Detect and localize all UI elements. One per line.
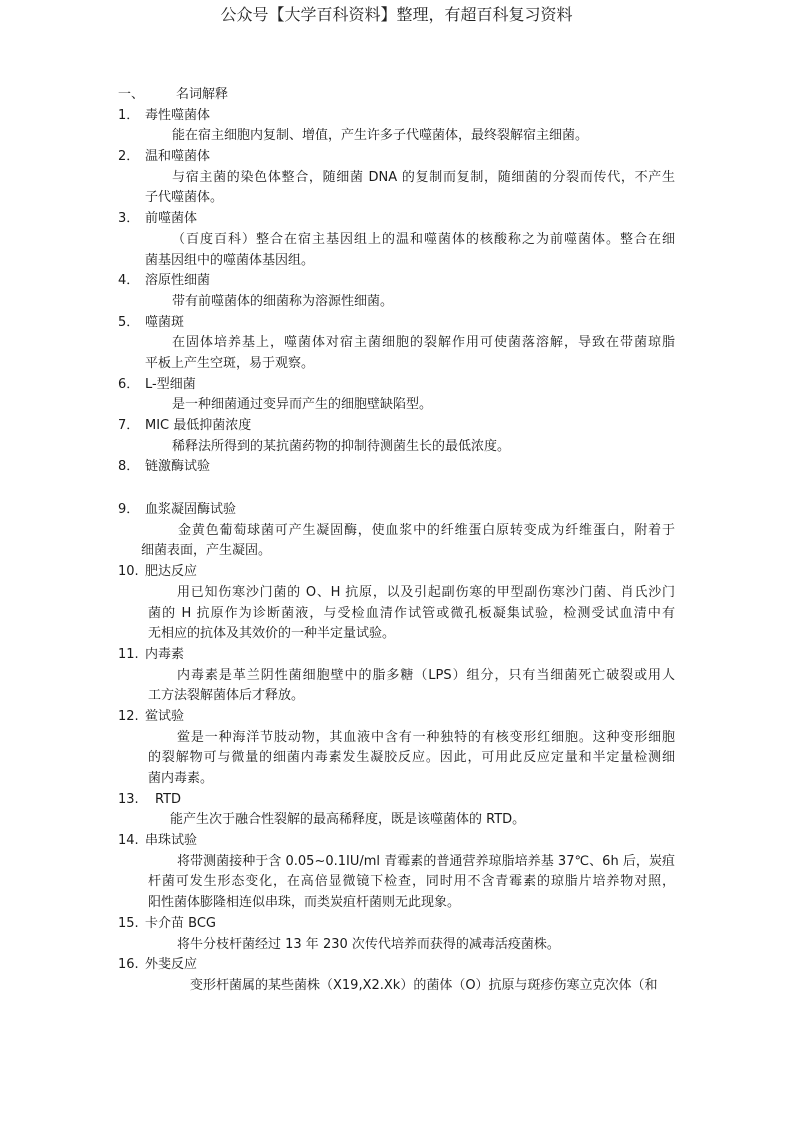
term-number: 7． xyxy=(118,418,140,433)
term-definition-line: 带有前噬菌体的细菌称为溶源性细菌。 xyxy=(172,293,394,309)
term-title xyxy=(118,313,678,334)
term-definition-line: 菌基因组中的噬菌体基因组。 xyxy=(145,252,315,268)
term-definition-line: 金黄色葡萄球菌可产生凝固酶，使血浆中的纤维蛋白原转变成为纤维蛋白，附着于 xyxy=(178,522,675,538)
term-definition-line: 稀释法所得到的某抗菌药物的抑制待测菌生长的最低浓度。 xyxy=(172,438,511,454)
term-name: 内毒素 xyxy=(145,646,185,662)
term-title xyxy=(118,645,678,666)
blank-space xyxy=(118,478,678,500)
term-title xyxy=(118,147,678,168)
term-definition-line: 用已知伤寒沙门菌的 O、H 抗原，以及引起副伤寒的甲型副伤寒沙门菌、肖氏沙门 xyxy=(177,584,675,600)
term-name: 温和噬菌体 xyxy=(145,149,211,165)
term-definition-line: 菌的 H 抗原作为诊断菌液，与受检血清作试管或微孔板凝集试验，检测受试血清中有 xyxy=(148,605,675,621)
document-body xyxy=(118,85,678,997)
term-name: 外斐反应 xyxy=(145,957,198,973)
term-name: 卡介苗 BCG xyxy=(145,915,216,931)
term-definition-line: 阳性菌体膨隆相连似串珠，而类炭疽杆菌则无此现象。 xyxy=(148,895,461,911)
term-number: 15. xyxy=(118,915,139,931)
term-number: 5． xyxy=(118,314,140,330)
term-title xyxy=(118,375,678,396)
term-title xyxy=(118,707,678,728)
term-definition-line: 菌内毒素。 xyxy=(148,771,214,786)
term-name: 血浆凝固酶试验 xyxy=(145,502,237,518)
term-number: 10. xyxy=(118,564,139,580)
term-definition-line: 平板上产生空斑，易于观察。 xyxy=(145,355,315,371)
section-number: 一、 xyxy=(118,87,145,102)
term-definition-line: （百度百科）整合在宿主基因组上的温和噬菌体的核酸称之为前噬菌体。整合在细 xyxy=(172,231,675,247)
term-title xyxy=(118,416,678,437)
term-definition-line: 在固体培养基上，噬菌体对宿主菌细胞的裂解作用可使菌落溶解，导致在带菌琼脂 xyxy=(172,335,675,351)
term-definition-line: 与宿主菌的染色体整合，随细菌 DNA 的复制而复制，随细菌的分裂而传代，不产生 xyxy=(172,169,675,185)
term-name: 前噬菌体 xyxy=(145,211,198,227)
section-heading xyxy=(118,85,678,106)
term-name: 毒性噬菌体 xyxy=(145,107,211,123)
section-title: 名词解释 xyxy=(176,87,229,102)
term-definition-line: 变形杆菌属的某些菌株（X19,X2.Xk）的菌体（O）抗原与斑疹伤寒立克次体（和 xyxy=(190,977,658,993)
term-number: 3． xyxy=(118,211,140,227)
term-name: 肥达反应 xyxy=(145,564,198,580)
term-number: 4． xyxy=(118,273,140,289)
term-number: 14. xyxy=(118,833,139,849)
term-number: 8． xyxy=(118,459,140,475)
term-title xyxy=(118,106,678,127)
term-number: 11. xyxy=(118,646,139,662)
term-definition-line: 的裂解物可与微量的细菌内毒素发生凝胶反应。因此，可用此反应定量和半定量检测细 xyxy=(148,750,675,766)
term-definition-line: 细菌表面，产生凝固。 xyxy=(141,543,272,559)
term-number: 9． xyxy=(118,502,140,518)
term-number: 2． xyxy=(118,149,140,165)
term-definition-line: 将牛分枝杆菌经过 13 年 230 次传代培养而获得的减毒活疫菌株。 xyxy=(177,936,560,952)
term-number: 1． xyxy=(118,107,140,123)
term-title xyxy=(118,790,678,811)
term-definition-line: 能产生次于融合性裂解的最高稀释度，既是该噬菌体的 RTD。 xyxy=(170,812,526,828)
term-number: 6． xyxy=(118,376,140,392)
term-title xyxy=(118,271,678,292)
term-definition-line: 杆菌可发生形态变化，在高倍显微镜下检查，同时用不含青霉素的琼脂片培养物对照， xyxy=(148,874,675,890)
term-title xyxy=(118,562,678,583)
term-name: 链激酶试验 xyxy=(145,459,211,475)
page-header: 公众号【大学百科资料】整理，有超百科复习资料 xyxy=(220,5,573,24)
term-definition-line: 是一种细菌通过变异而产生的细胞壁缺陷型。 xyxy=(172,397,433,413)
term-name: 鲎试验 xyxy=(145,708,185,724)
term-definition-line: 子代噬菌体。 xyxy=(145,190,224,206)
term-number: 16. xyxy=(118,957,139,973)
term-definition-line: 鲎是一种海洋节肢动物，其血液中含有一种独特的有核变形红细胞。这种变形细胞 xyxy=(177,729,675,745)
term-name: L-型细菌 xyxy=(145,376,196,392)
term-definition-line: 工方法裂解菌体后才释放。 xyxy=(148,688,305,704)
term-definition-line: 能在宿主细胞内复制、增值，产生许多子代噬菌体，最终裂解宿主细菌。 xyxy=(172,128,589,144)
term-definition-line: 无相应的抗体及其效价的一种半定量试验。 xyxy=(148,626,396,642)
term-name: MIC 最低抑菌浓度 xyxy=(145,418,252,433)
term-definition-line: 内毒素是革兰阴性菌细胞壁中的脂多糖（LPS）组分，只有当细菌死亡破裂或用人 xyxy=(177,667,675,683)
term-title xyxy=(118,831,678,852)
term-name: 噬菌斑 xyxy=(145,314,185,330)
term-title xyxy=(118,914,678,935)
term-title xyxy=(118,955,678,976)
term-name: 串珠试验 xyxy=(145,833,198,849)
term-title xyxy=(118,457,678,478)
term-name: 溶原性细菌 xyxy=(145,273,211,289)
term-name: RTD xyxy=(155,791,182,807)
term-title xyxy=(118,500,678,521)
term-number: 13. xyxy=(118,791,139,807)
term-definition-line: 将带测菌接种于含 0.05~0.1IU/ml 青霉素的普通营养琼脂培养基 37℃、6h 后，炭疽 xyxy=(177,853,675,869)
term-title xyxy=(118,209,678,230)
term-number: 12. xyxy=(118,708,139,724)
